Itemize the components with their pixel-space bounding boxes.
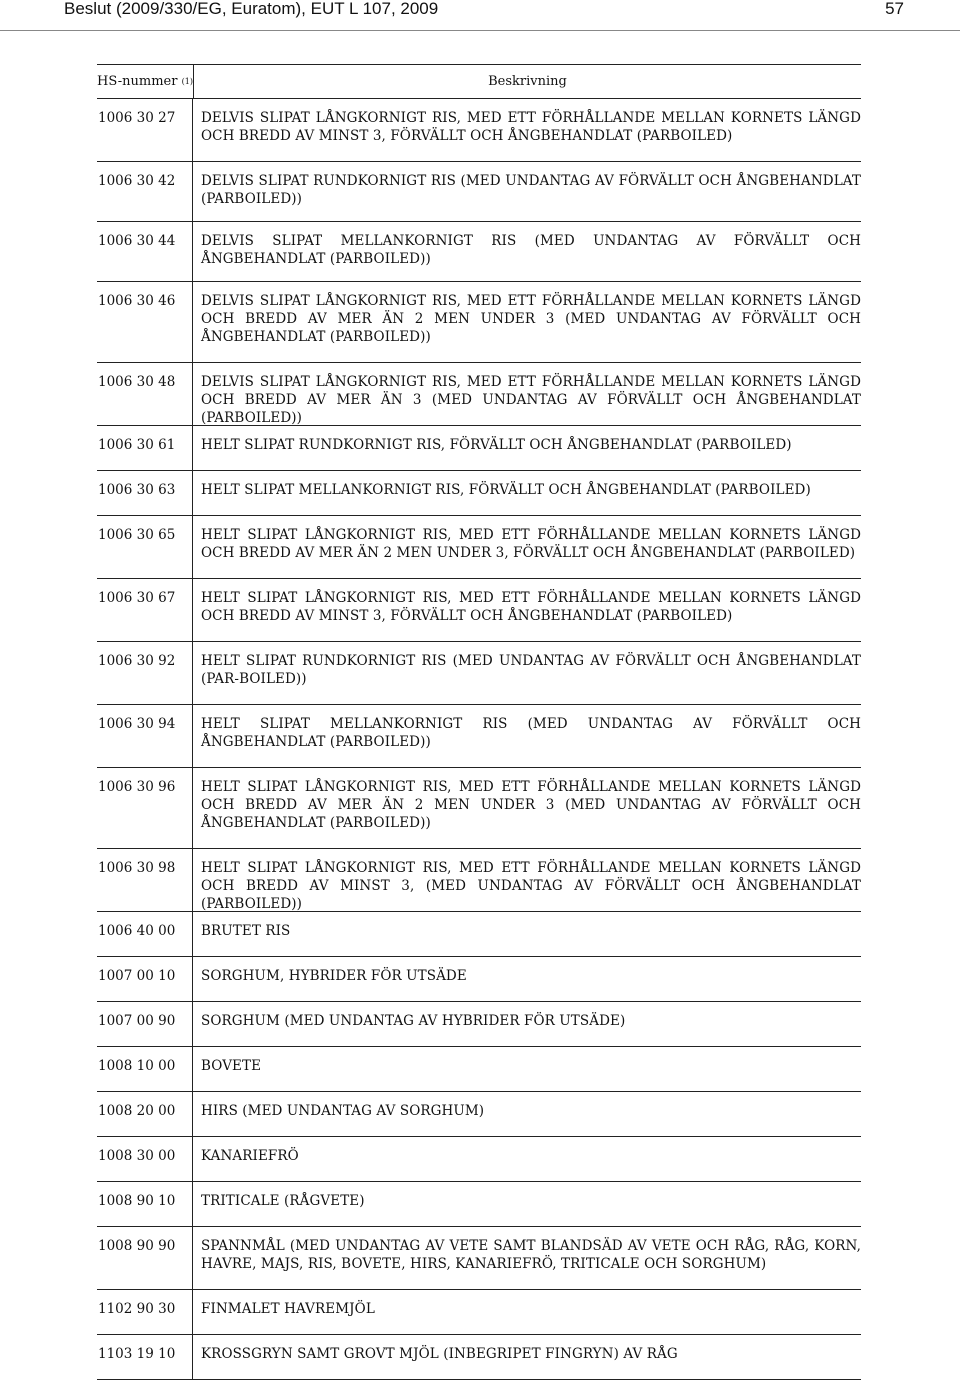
description-cell: DELVIS SLIPAT LÅNGKORNIGT RIS, MED ETT FÖRHÅLLANDE MELLAN KORNETS LÄNGD OCH BREDD AV MER ÄN 3 (MED UNDANTAG AV FÖRVÄLLT OCH ÅNGBEHANDLAT (PARBOILED)) <box>201 374 861 426</box>
table-body <box>97 99 861 1380</box>
description-cell: SORGHUM, HYBRIDER FÖR UTSÄDE <box>201 968 467 984</box>
description-cell: HELT SLIPAT LÅNGKORNIGT RIS, MED ETT FÖRHÅLLANDE MELLAN KORNETS LÄNGD OCH BREDD AV MER ÄN 2 MEN UNDER 3 (MED UNDANTAG AV FÖRVÄLLT OCH ÅNGBEHANDLAT (PARBOILED)) <box>201 779 861 831</box>
table-row <box>97 849 861 912</box>
hs-code-cell: 1006 30 63 <box>97 471 193 515</box>
hs-code-cell: 1008 90 10 <box>97 1182 193 1226</box>
footnote-marker: (1) <box>181 77 193 86</box>
description-cell: HIRS (MED UNDANTAG AV SORGHUM) <box>201 1103 485 1119</box>
hs-code-cell: 1008 90 90 <box>97 1227 193 1289</box>
table-row <box>97 642 861 705</box>
hs-code-cell: 1006 30 67 <box>97 579 193 641</box>
table-row <box>97 516 861 579</box>
description-cell: SORGHUM (MED UNDANTAG AV HYBRIDER FÖR UTSÄDE) <box>201 1013 626 1029</box>
description-cell: FINMALET HAVREMJÖL <box>201 1301 375 1317</box>
table-row <box>97 426 861 471</box>
hs-code-cell: 1006 30 48 <box>97 363 193 425</box>
description-cell: KROSSGRYN SAMT GROVT MJÖL (INBEGRIPET FINGRYN) AV RÅG <box>201 1346 678 1362</box>
table-row <box>97 957 861 1002</box>
table-row <box>97 579 861 642</box>
table-row <box>97 768 861 849</box>
hs-code-cell: 1006 30 44 <box>97 222 193 281</box>
column-header-code <box>97 65 194 98</box>
hs-code-cell: 1007 00 90 <box>97 1002 193 1046</box>
description-cell: KANARIEFRÖ <box>201 1148 299 1164</box>
hs-code-cell: 1102 90 30 <box>97 1290 193 1334</box>
table-row <box>97 1290 861 1335</box>
hs-code-cell: 1007 00 10 <box>97 957 193 1001</box>
table-row <box>97 363 861 426</box>
page-number: 57 <box>885 0 904 18</box>
column-header-code-label: HS-nummer <box>97 74 178 89</box>
description-cell: DELVIS SLIPAT LÅNGKORNIGT RIS, MED ETT FÖRHÅLLANDE MELLAN KORNETS LÄNGD OCH BREDD AV MER ÄN 2 MEN UNDER 3 (MED UNDANTAG AV FÖRVÄLLT OCH ÅNGBEHANDLAT (PARBOILED)) <box>201 293 861 345</box>
description-cell: DELVIS SLIPAT MELLANKORNIGT RIS (MED UNDANTAG AV FÖRVÄLLT OCH ÅNGBEHANDLAT (PARBOILED)) <box>201 233 861 267</box>
hs-code-cell: 1006 40 00 <box>97 912 193 956</box>
document-title: Beslut (2009/330/EG, Euratom), EUT L 107, 2009 <box>64 0 439 18</box>
column-header-description: Beskrivning <box>488 74 567 89</box>
table-row <box>97 1335 861 1380</box>
table-row <box>97 1092 861 1137</box>
hs-code-cell: 1006 30 98 <box>97 849 193 911</box>
description-cell: HELT SLIPAT LÅNGKORNIGT RIS, MED ETT FÖRHÅLLANDE MELLAN KORNETS LÄNGD OCH BREDD AV MINST 3, FÖRVÄLLT OCH ÅNGBEHANDLAT (PARBOILED) <box>201 590 861 624</box>
table-row <box>97 1182 861 1227</box>
description-cell: DELVIS SLIPAT RUNDKORNIGT RIS (MED UNDANTAG AV FÖRVÄLLT OCH ÅNGBEHANDLAT (PARBOILED)) <box>201 173 861 207</box>
table-row <box>97 222 861 282</box>
description-cell: HELT SLIPAT RUNDKORNIGT RIS (MED UNDANTAG AV FÖRVÄLLT OCH ÅNGBEHANDLAT (PAR-BOILED)) <box>201 653 861 687</box>
hs-code-cell: 1008 10 00 <box>97 1047 193 1091</box>
table-row <box>97 471 861 516</box>
hs-code-cell: 1103 19 10 <box>97 1335 193 1379</box>
hs-table <box>97 64 861 1380</box>
description-cell: BOVETE <box>201 1058 262 1074</box>
table-row <box>97 912 861 957</box>
description-cell: HELT SLIPAT LÅNGKORNIGT RIS, MED ETT FÖRHÅLLANDE MELLAN KORNETS LÄNGD OCH BREDD AV MINST 3, (MED UNDANTAG AV FÖRVÄLLT OCH ÅNGBEHANDLAT (PARBOILED)) <box>201 860 861 912</box>
description-cell: HELT SLIPAT LÅNGKORNIGT RIS, MED ETT FÖRHÅLLANDE MELLAN KORNETS LÄNGD OCH BREDD AV MER ÄN 2 MEN UNDER 3, FÖRVÄLLT OCH ÅNGBEHANDLAT (PARBOILED) <box>201 527 861 561</box>
description-cell: SPANNMÅL (MED UNDANTAG AV VETE SAMT BLANDSÄD AV VETE OCH RÅG, RÅG, KORN, HAVRE, MAJS, RIS, BOVETE, HIRS, KANARIEFRÖ, TRITICALE OCH SORGHUM) <box>201 1238 861 1272</box>
table-row <box>97 1227 861 1290</box>
table-header <box>97 64 861 99</box>
description-cell: BRUTET RIS <box>201 923 291 939</box>
table-row <box>97 99 861 162</box>
table-row <box>97 1002 861 1047</box>
hs-code-cell: 1006 30 61 <box>97 426 193 470</box>
hs-code-cell: 1006 30 42 <box>97 162 193 221</box>
description-cell: TRITICALE (RÅGVETE) <box>201 1193 365 1209</box>
hs-code-cell: 1006 30 46 <box>97 282 193 362</box>
table-row <box>97 1137 861 1182</box>
hs-code-cell: 1008 20 00 <box>97 1092 193 1136</box>
hs-code-cell: 1006 30 27 <box>97 99 193 161</box>
table-row <box>97 162 861 222</box>
table-row <box>97 282 861 363</box>
hs-code-cell: 1008 30 00 <box>97 1137 193 1181</box>
description-cell: HELT SLIPAT RUNDKORNIGT RIS, FÖRVÄLLT OCH ÅNGBEHANDLAT (PARBOILED) <box>201 437 792 453</box>
description-cell: HELT SLIPAT MELLANKORNIGT RIS, FÖRVÄLLT OCH ÅNGBEHANDLAT (PARBOILED) <box>201 482 811 498</box>
hs-code-cell: 1006 30 65 <box>97 516 193 578</box>
page-header <box>0 0 960 31</box>
hs-code-cell: 1006 30 96 <box>97 768 193 848</box>
description-cell: HELT SLIPAT MELLANKORNIGT RIS (MED UNDANTAG AV FÖRVÄLLT OCH ÅNGBEHANDLAT (PARBOILED)) <box>201 716 861 750</box>
table-row <box>97 705 861 768</box>
table-row <box>97 1047 861 1092</box>
hs-code-cell: 1006 30 94 <box>97 705 193 767</box>
hs-code-cell: 1006 30 92 <box>97 642 193 704</box>
description-cell: DELVIS SLIPAT LÅNGKORNIGT RIS, MED ETT FÖRHÅLLANDE MELLAN KORNETS LÄNGD OCH BREDD AV MINST 3, FÖRVÄLLT OCH ÅNGBEHANDLAT (PARBOILED) <box>201 110 861 144</box>
